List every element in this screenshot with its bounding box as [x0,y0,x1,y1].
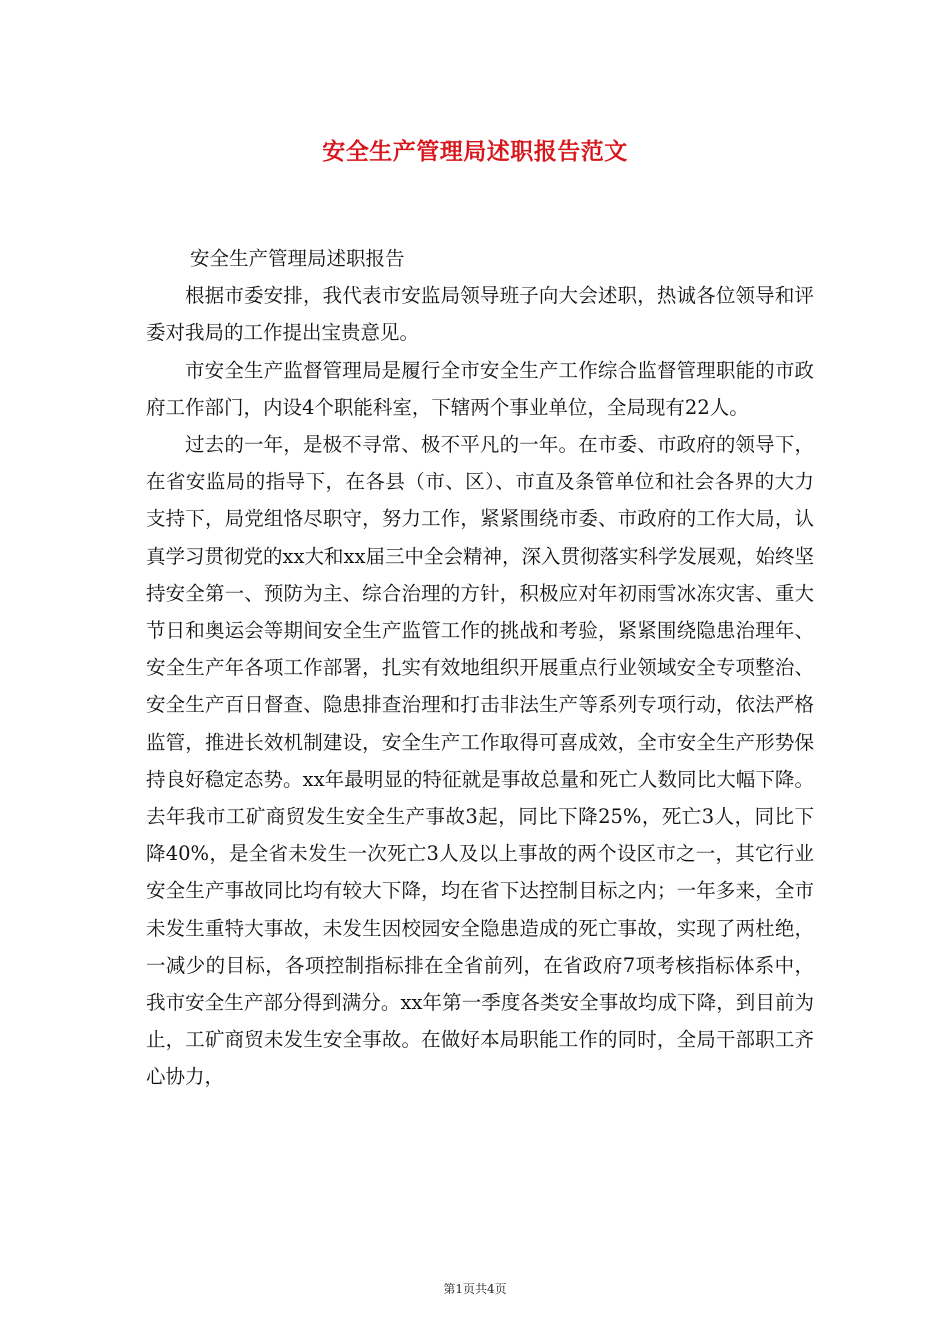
document-title: 安全生产管理局述职报告范文 [322,138,628,165]
paragraph-bureau-overview: 市安全生产监督管理局是履行全市安全生产工作综合监督管理职能的市政府工作部门，内设4个职能科室，下辖两个事业单位，全局现有22人。 [146,358,814,419]
report-subtitle: 安全生产管理局述职报告 [190,247,405,270]
document-body [146,240,814,1096]
paragraph-work-review: 过去的一年，是极不寻常、极不平凡的一年。在市委、市政府的领导下，在省安监局的指导下，在各县（市、区）、市直及条管单位和社会各界的大力支持下，局党组恪尽职守，努力工作，紧紧围绕市委、市政府的工作大局，认真学习贯彻党的xx大和xx届三中全会精神，深入贯彻落实科学发展观，始终坚持安全第一、预防为主、综合治理的方针，积极应对年初雨雪冰冻灾害、重大节日和奥运会等期间安全生产监管工作的挑战和考验，紧紧围绕隐患治理年、安全生产年各项工作部署，扎实有效地组织开展重点行业领域安全专项整治、安全生产百日督查、隐患排查治理和打击非法生产等系列专项行动，依法严格监管，推进长效机制建设，安全生产工作取得可喜成效，全市安全生产形势保持良好稳定态势。xx年最明显的特征就是事故总量和死亡人数同比大幅下降。去年我市工矿商贸发生安全生产事故3起，同比下降25%，死亡3人，同比下降40%，是全省未发生一次死亡3人及以上事故的两个设区市之一，其它行业安全生产事故同比均有较大下降，均在省下达控制目标之内；一年多来，全市未发生重特大事故，未发生因校园安全隐患造成的死亡事故，实现了两杜绝，一减少的目标，各项控制指标排在全省前列，在省政府7项考核指标体系中，我市安全生产部分得到满分。xx年第一季度各类安全事故均成下降，到目前为止，工矿商贸未发生安全事故。在做好本局职能工作的同时，全局干部职工齐心协力， [146,433,814,1089]
paragraph-intro: 根据市委安排，我代表市安监局领导班子向大会述职，热诚各位领导和评委对我局的工作提出宝贵意见。 [146,284,814,345]
page-number-footer: 第1页共4页 [443,1282,507,1296]
